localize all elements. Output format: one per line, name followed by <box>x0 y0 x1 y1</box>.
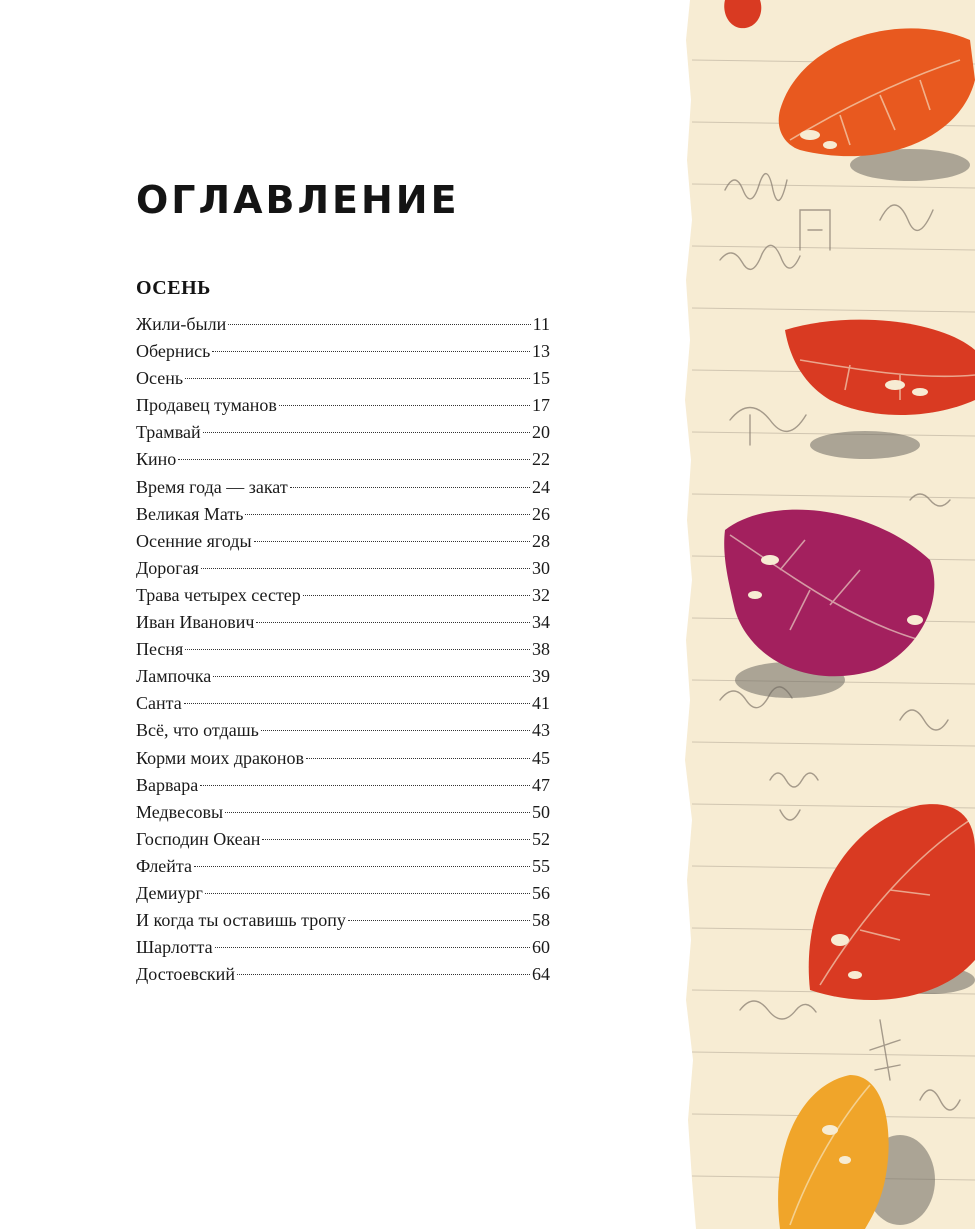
toc-entry <box>136 772 550 799</box>
toc-entry-page: 64 <box>532 964 550 985</box>
toc-title: ОГЛАВЛЕНИЕ <box>136 178 460 222</box>
section-title: ОСЕНЬ <box>136 277 211 299</box>
toc-entry <box>136 501 550 528</box>
toc-entry-label: Демиург <box>136 882 203 903</box>
dot-leader <box>185 649 530 650</box>
toc-entry-label: Великая Мать <box>136 503 244 524</box>
toc-entry-page: 26 <box>532 503 550 524</box>
toc-entry <box>136 853 550 880</box>
toc-entry-page: 34 <box>532 612 550 633</box>
toc-entry <box>136 446 550 473</box>
toc-entry-page: 13 <box>532 341 550 362</box>
dot-leader <box>254 541 530 542</box>
toc-list <box>136 311 550 988</box>
dot-leader <box>279 405 530 406</box>
toc-entry <box>136 826 550 853</box>
toc-entry-label: Осенние ягоды <box>136 530 252 551</box>
toc-entry-page: 43 <box>532 720 550 741</box>
dot-leader <box>290 487 530 488</box>
toc-entry-label: Медвесовы <box>136 801 224 822</box>
toc-entry <box>136 636 550 663</box>
toc-entry-page: 52 <box>532 828 550 849</box>
dot-leader <box>348 920 530 921</box>
toc-entry-label: Шарлотта <box>136 937 213 958</box>
toc-entry <box>136 934 550 961</box>
dot-leader <box>184 703 530 704</box>
toc-entry-page: 20 <box>532 422 550 443</box>
toc-entry <box>136 474 550 501</box>
toc-entry <box>136 799 550 826</box>
toc-entry-label: Песня <box>136 639 184 660</box>
toc-entry-label: Осень <box>136 368 184 389</box>
toc-entry-label: Время года — закат <box>136 476 288 497</box>
toc-entry <box>136 555 550 582</box>
toc-entry-page: 55 <box>532 855 550 876</box>
dot-leader <box>228 324 530 325</box>
toc-entry-label: Обернись <box>136 341 211 362</box>
dot-leader <box>194 866 530 867</box>
toc-entry-label: Достоевский <box>136 964 235 985</box>
toc-entry <box>136 745 550 772</box>
dot-leader <box>225 812 530 813</box>
dot-leader <box>185 378 530 379</box>
toc-entry <box>136 528 550 555</box>
toc-entry-label: Продавец туманов <box>136 395 277 416</box>
dot-leader <box>303 595 530 596</box>
toc-entry-page: 15 <box>532 368 550 389</box>
toc-entry-page: 11 <box>532 314 550 334</box>
toc-entry-label: Жили-были <box>136 314 227 334</box>
toc-entry <box>136 663 550 690</box>
toc-entry-page: 17 <box>532 395 550 416</box>
dot-leader <box>201 568 530 569</box>
toc-entry-page: 38 <box>532 639 550 660</box>
toc-entry-page: 56 <box>532 882 550 903</box>
dot-leader <box>306 758 530 759</box>
toc-entry-label: Корми моих драконов <box>136 747 304 768</box>
dot-leader <box>215 947 530 948</box>
toc-entry-label: И когда ты оставишь тропу <box>136 910 346 931</box>
dot-leader <box>203 432 530 433</box>
toc-entry-label: Флейта <box>136 855 193 876</box>
toc-entry-label: Дорогая <box>136 557 199 578</box>
toc-entry-page: 39 <box>532 666 550 687</box>
toc-entry-page: 47 <box>532 774 550 795</box>
toc-entry-page: 24 <box>532 476 550 497</box>
dot-leader <box>261 730 530 731</box>
dot-leader <box>262 839 530 840</box>
toc-entry <box>136 392 550 419</box>
toc-entry-label: Всё, что отдашь <box>136 720 259 741</box>
toc-entry-label: Трамвай <box>136 422 201 443</box>
toc-entry <box>136 311 550 338</box>
toc-entry <box>136 961 550 988</box>
toc-entry-label: Иван Иванович <box>136 612 255 633</box>
toc-entry-label: Лампочка <box>136 666 212 687</box>
dot-leader <box>256 622 530 623</box>
toc-entry <box>136 338 550 365</box>
autumn-leaves-illustration <box>680 0 975 1229</box>
dot-leader <box>200 785 530 786</box>
toc-entry-page: 41 <box>532 693 550 714</box>
toc-entry-label: Санта <box>136 693 182 714</box>
toc-entry-page: 32 <box>532 584 550 605</box>
toc-entry-page: 50 <box>532 801 550 822</box>
toc-entry <box>136 880 550 907</box>
toc-entry-label: Кино <box>136 449 177 470</box>
toc-entry-label: Варвара <box>136 774 199 795</box>
toc-entry-page: 58 <box>532 910 550 931</box>
toc-entry <box>136 717 550 744</box>
toc-entry-page: 28 <box>532 530 550 551</box>
toc-entry-page: 60 <box>532 937 550 958</box>
toc-entry-page: 30 <box>532 557 550 578</box>
toc-entry <box>136 419 550 446</box>
toc-entry-label: Трава четырех сестер <box>136 584 301 605</box>
toc-entry-label: Господин Океан <box>136 828 261 849</box>
dot-leader <box>212 351 530 352</box>
dot-leader <box>237 974 530 975</box>
dot-leader <box>178 459 530 460</box>
dot-leader <box>213 676 530 677</box>
toc-entry-page: 45 <box>532 747 550 768</box>
toc-entry <box>136 690 550 717</box>
toc-entry <box>136 582 550 609</box>
dot-leader <box>245 514 530 515</box>
leaves-artwork <box>680 0 975 1229</box>
toc-entry <box>136 907 550 934</box>
dot-leader <box>205 893 530 894</box>
toc-entry <box>136 365 550 392</box>
toc-entry-page: 22 <box>532 449 550 470</box>
toc-entry <box>136 609 550 636</box>
